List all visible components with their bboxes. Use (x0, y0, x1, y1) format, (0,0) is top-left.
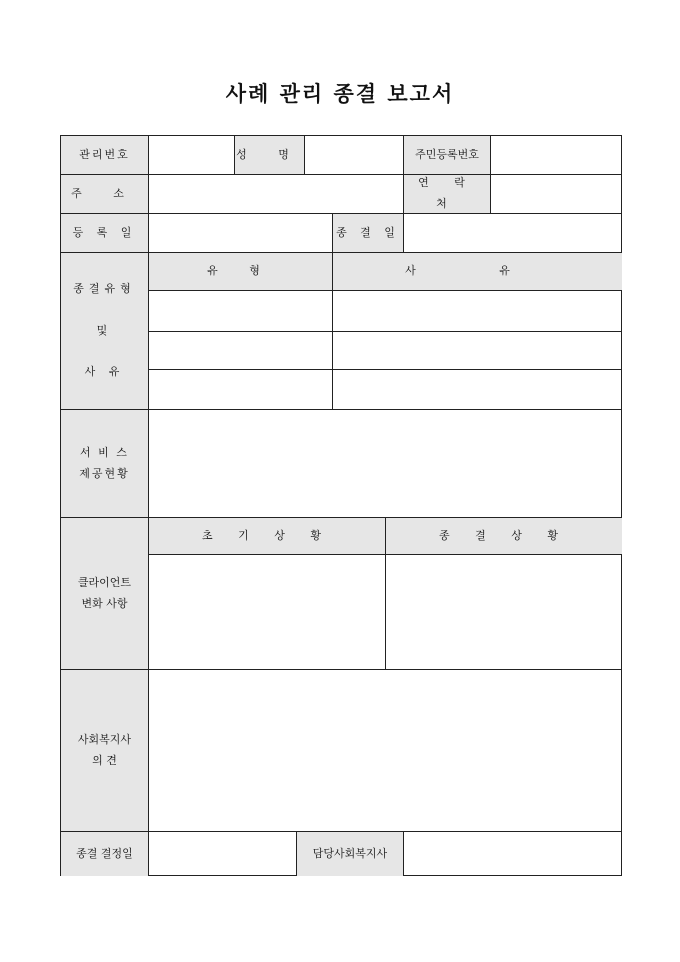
social-worker-opinion-field[interactable] (148, 669, 622, 831)
management-no-field[interactable] (148, 135, 234, 174)
report-form-table (60, 135, 622, 876)
reason-row-3[interactable] (332, 369, 622, 409)
type-row-1[interactable] (148, 290, 332, 331)
name-label: 성 명 (234, 135, 304, 174)
service-status-label: 서 비 스 제공현황 (60, 409, 148, 517)
closing-status-field[interactable] (385, 554, 622, 669)
type-header: 유 형 (148, 252, 332, 290)
reason-header: 사 유 (332, 252, 622, 290)
registration-date-field[interactable] (148, 213, 332, 252)
initial-status-field[interactable] (148, 554, 385, 669)
closing-decision-date-field[interactable] (148, 831, 296, 876)
address-field[interactable] (148, 174, 403, 213)
document-title: 사례 관리 종결 보고서 (225, 81, 455, 106)
closing-status-header: 종 결 상 황 (385, 517, 622, 554)
reason-row-1[interactable] (332, 290, 622, 331)
contact-field[interactable] (490, 174, 622, 213)
assigned-social-worker-field[interactable] (403, 831, 622, 876)
type-row-3[interactable] (148, 369, 332, 409)
closing-decision-date-label: 종결 결정일 (60, 831, 148, 876)
closing-date-field[interactable] (403, 213, 622, 252)
closing-type-reason-label: 종결유형 및 사 유 (60, 252, 148, 409)
reason-row-2[interactable] (332, 331, 622, 369)
address-label: 주 소 (60, 174, 148, 213)
service-status-field[interactable] (148, 409, 622, 517)
management-no-label: 관리번호 (60, 135, 148, 174)
social-worker-opinion-label: 사회복지사 의 견 (60, 669, 148, 831)
type-row-2[interactable] (148, 331, 332, 369)
resident-no-field[interactable] (490, 135, 622, 174)
closing-date-label: 종 결 일 (332, 213, 403, 252)
initial-status-header: 초 기 상 황 (148, 517, 385, 554)
registration-date-label: 등 록 일 (60, 213, 148, 252)
resident-no-label: 주민등록번호 (403, 135, 490, 174)
client-change-label: 클라이언트 변화 사항 (60, 517, 148, 669)
assigned-social-worker-label: 담당사회복지사 (296, 831, 403, 876)
name-field[interactable] (304, 135, 403, 174)
contact-label: 연 락 처 (403, 174, 490, 213)
